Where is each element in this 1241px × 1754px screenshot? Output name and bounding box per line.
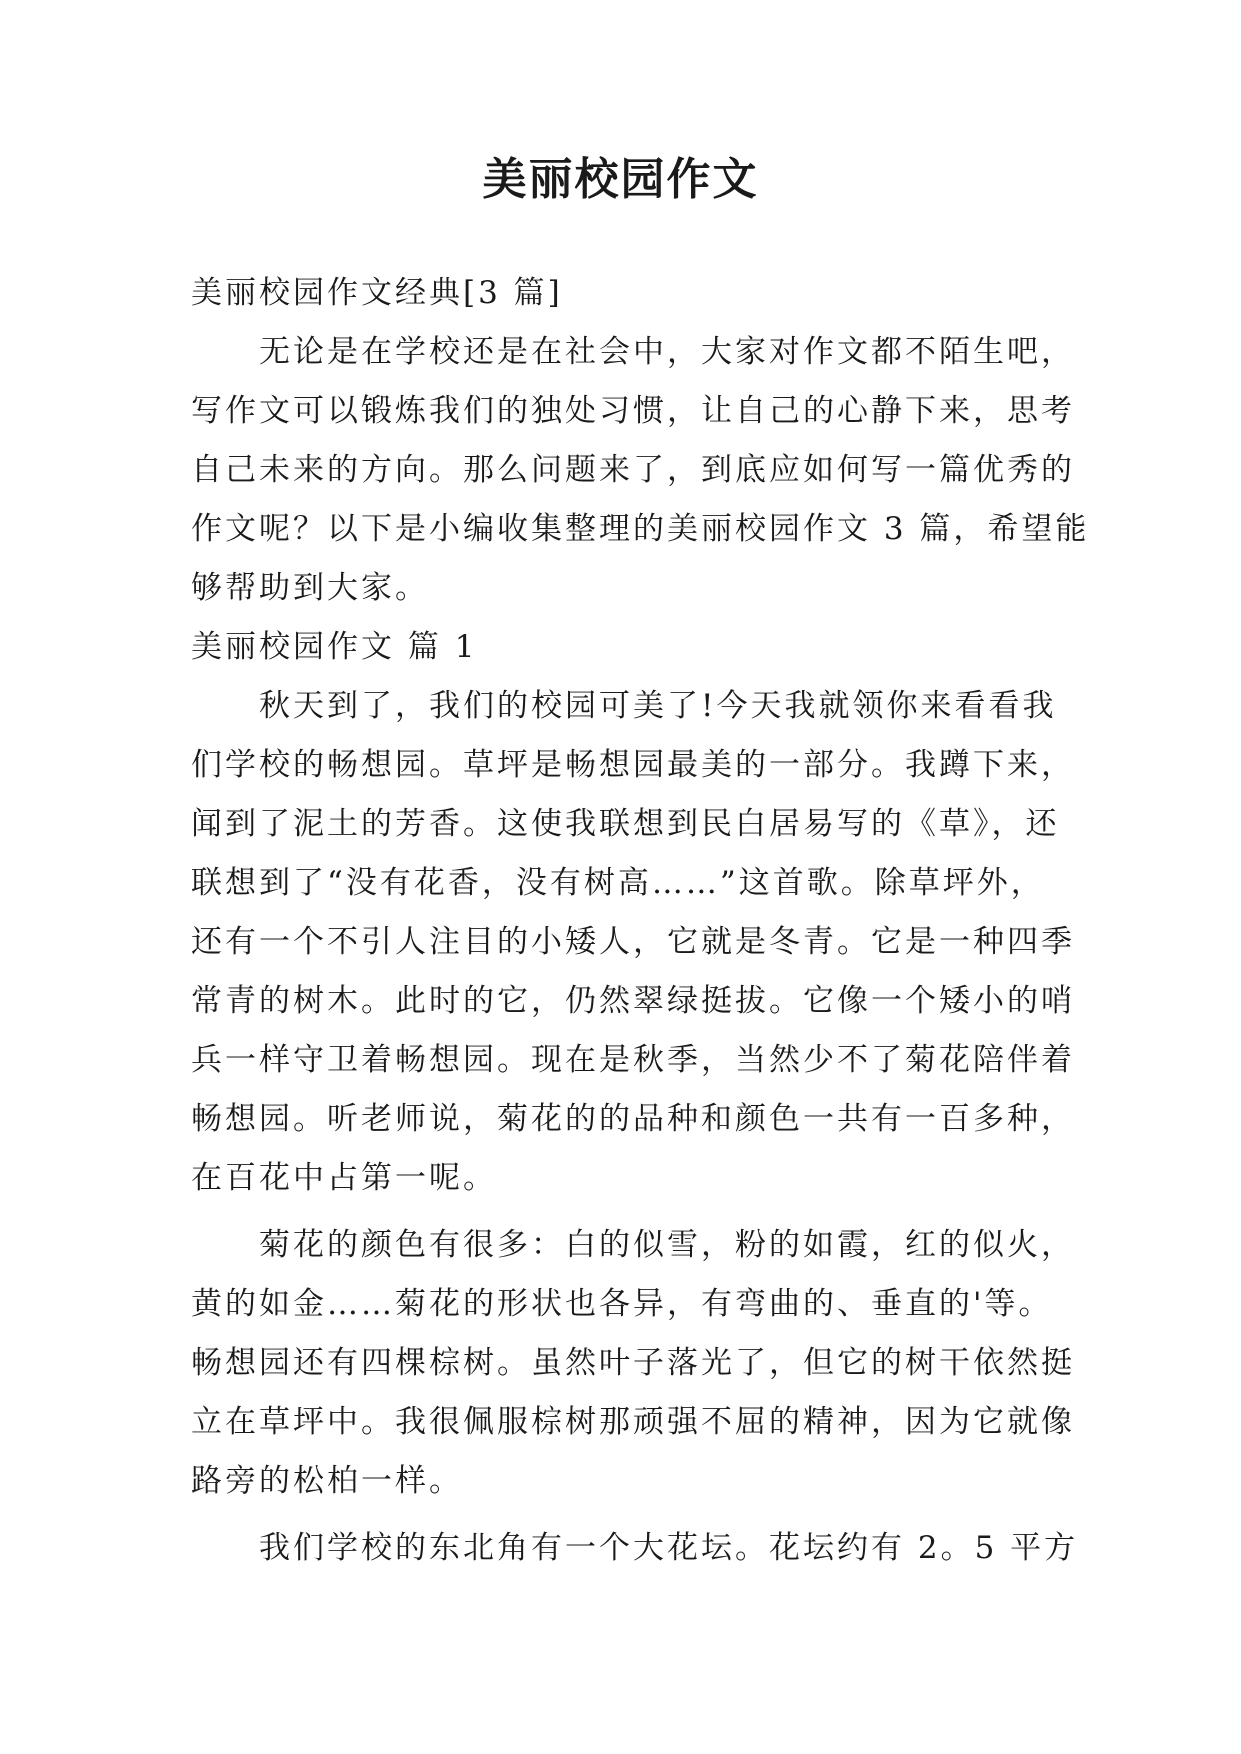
text-line: 们学校的畅想园。草坪是畅想园最美的一部分。我蹲下来， xyxy=(191,747,1075,783)
document-body xyxy=(191,264,1090,1578)
text-line: 畅想园还有四棵棕树。虽然叶子落光了，但它的树干依然挺 xyxy=(191,1345,1075,1381)
text-line: 联想到了“没有花香，没有树高……”这首歌。除草坪外， xyxy=(191,865,1045,901)
text-line: 常青的树木。此时的它，仍然翠绿挺拔。它像一个矮小的哨 xyxy=(191,983,1075,1019)
text-line: 写作文可以锻炼我们的独处习惯，让自己的心静下来，思考 xyxy=(191,393,1075,429)
text-line: 作文呢？以下是小编收集整理的美丽校园作文 3 篇，希望能 xyxy=(191,511,1090,547)
text-line: 自己未来的方向。那么问题来了，到底应如何写一篇优秀的 xyxy=(191,452,1075,488)
text-line: 美丽校园作文经典[3 篇] xyxy=(191,275,563,311)
text-line: 畅想园。听老师说，菊花的的品种和颜色一共有一百多种， xyxy=(191,1101,1075,1137)
text-line: 兵一样守卫着畅想园。现在是秋季，当然少不了菊花陪伴着 xyxy=(191,1042,1075,1078)
text-line: 菊花的颜色有很多：白的似雪，粉的如霞，红的似火， xyxy=(259,1227,1075,1263)
text-line: 黄的如金……菊花的形状也各异，有弯曲的、垂直的'等。 xyxy=(191,1286,1053,1322)
text-line: 美丽校园作文 篇 1 xyxy=(191,629,478,665)
text-line: 立在草坪中。我很佩服棕树那顽强不屈的精神，因为它就像 xyxy=(191,1404,1075,1440)
text-line: 还有一个不引人注目的小矮人，它就是冬青。它是一种四季 xyxy=(191,924,1075,960)
document-title: 美丽校园作文 xyxy=(482,154,759,205)
text-line: 在百花中占第一呢。 xyxy=(191,1160,497,1196)
text-line: 我们学校的东北角有一个大花坛。花坛约有 2。5 平方 xyxy=(259,1530,1079,1566)
text-line: 路旁的松柏一样。 xyxy=(191,1463,463,1499)
text-line: 够帮助到大家。 xyxy=(191,570,429,606)
text-line: 无论是在学校还是在社会中，大家对作文都不陌生吧， xyxy=(259,334,1075,370)
text-line: 秋天到了，我们的校园可美了!今天我就领你来看看我 xyxy=(259,688,1057,724)
text-line: 闻到了泥土的芳香。这使我联想到民白居易写的《草》，还 xyxy=(191,806,1060,842)
